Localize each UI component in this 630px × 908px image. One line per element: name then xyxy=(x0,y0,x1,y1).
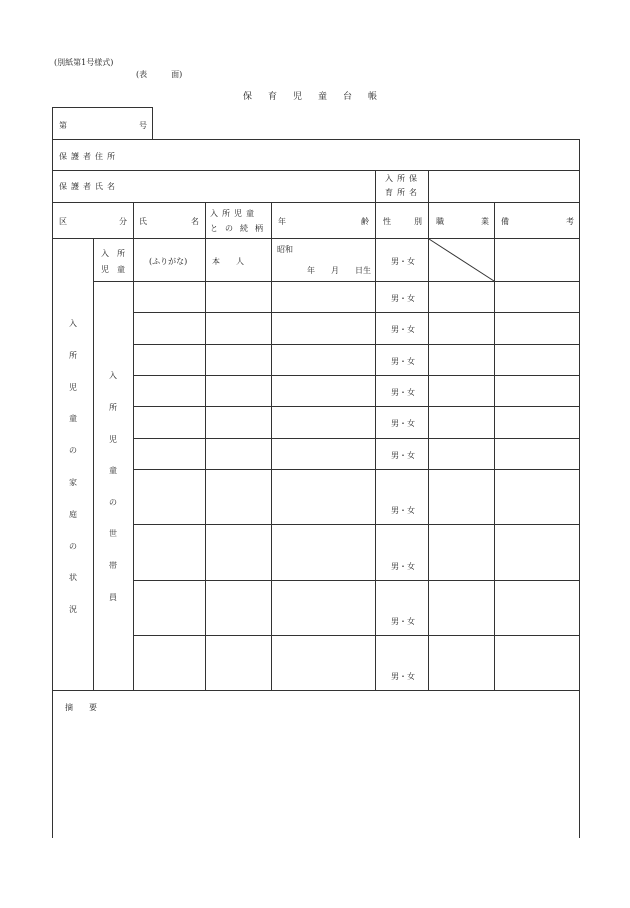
header-job-right: 業 xyxy=(481,217,489,226)
household-members-char: 入 xyxy=(109,371,117,380)
facility-label-line2: 育所名 xyxy=(385,188,421,197)
rule xyxy=(133,635,580,636)
member-sex-select[interactable]: 男・女 xyxy=(391,672,415,681)
rule xyxy=(133,406,580,407)
family-status-char: 家 xyxy=(69,478,77,487)
family-status-char: の xyxy=(69,542,77,551)
family-status-char: の xyxy=(69,446,77,455)
family-status-char: 児 xyxy=(69,383,77,392)
header-name-left: 氏 xyxy=(139,217,147,226)
facility-label-line1: 入所保 xyxy=(385,174,421,183)
rule xyxy=(52,139,580,140)
rule xyxy=(375,170,376,202)
child-sex-select[interactable]: 男・女 xyxy=(391,257,415,266)
rule xyxy=(375,202,376,690)
rule xyxy=(133,524,580,525)
rule xyxy=(52,202,580,203)
diagonal-slash xyxy=(428,238,495,282)
header-kubun-right: 分 xyxy=(119,217,127,226)
summary-field[interactable] xyxy=(58,718,574,834)
rule xyxy=(93,281,580,282)
rule xyxy=(133,580,580,581)
family-status-char: 童 xyxy=(69,414,77,423)
rule xyxy=(271,202,272,690)
header-relation-line1: 入所児童 xyxy=(210,209,258,218)
family-status-char: 状 xyxy=(69,573,77,582)
number-label-right: 号 xyxy=(139,121,147,130)
rule xyxy=(133,438,580,439)
header-note-right: 考 xyxy=(566,217,574,226)
member-sex-select[interactable]: 男・女 xyxy=(391,388,415,397)
guardian-address-field[interactable] xyxy=(140,142,570,168)
child-name-field[interactable]: (ふりがな) xyxy=(149,257,188,266)
guardian-name-label: 保護者氏名 xyxy=(59,182,119,191)
header-name-right: 名 xyxy=(191,217,199,226)
rule xyxy=(52,107,53,838)
header-job-left: 職 xyxy=(436,217,444,226)
rule xyxy=(579,139,580,838)
facility-name-field[interactable] xyxy=(431,173,576,199)
family-status-char: 庭 xyxy=(69,510,77,519)
household-members-char: 所 xyxy=(109,403,117,412)
child-label-line2: 児 童 xyxy=(101,265,125,274)
guardian-name-field[interactable] xyxy=(140,173,370,199)
member-sex-select[interactable]: 男・女 xyxy=(391,562,415,571)
number-field[interactable] xyxy=(70,110,132,136)
rule xyxy=(133,312,580,313)
form-number: (別紙第1号様式) xyxy=(54,58,114,67)
page-title: 保育児童台帳 xyxy=(243,92,394,102)
rule xyxy=(428,170,429,202)
rule xyxy=(152,107,153,139)
family-status-char: 入 xyxy=(69,319,77,328)
rule xyxy=(133,344,580,345)
number-label-left: 第 xyxy=(59,121,67,130)
family-status-char: 所 xyxy=(69,351,77,360)
rule xyxy=(133,202,134,690)
guardian-address-label: 保護者住所 xyxy=(59,152,119,161)
header-note-left: 備 xyxy=(501,217,509,226)
header-age-left: 年 xyxy=(278,217,286,226)
rule xyxy=(133,375,580,376)
child-label-line1: 入 所 xyxy=(101,249,125,258)
rule xyxy=(93,238,94,690)
header-sex-left: 性 xyxy=(383,217,391,226)
member-sex-select[interactable]: 男・女 xyxy=(391,451,415,460)
household-members-char: 帯 xyxy=(109,561,117,570)
summary-label: 摘 要 xyxy=(65,703,97,712)
rule xyxy=(133,469,580,470)
household-members-char: 世 xyxy=(109,529,117,538)
family-status-char: 況 xyxy=(69,605,77,614)
child-note-field[interactable] xyxy=(497,241,576,278)
household-members-char: 児 xyxy=(109,435,117,444)
member-sex-select[interactable]: 男・女 xyxy=(391,357,415,366)
form-side-label: (表 面) xyxy=(136,70,183,79)
member-sex-select[interactable]: 男・女 xyxy=(391,419,415,428)
child-birth-date-field[interactable]: 年 月 日生 xyxy=(307,266,371,275)
rule xyxy=(52,690,580,691)
header-age-right: 齢 xyxy=(361,217,369,226)
member-sex-select[interactable]: 男・女 xyxy=(391,325,415,334)
rule xyxy=(52,107,153,108)
rule xyxy=(52,238,580,239)
member-sex-select[interactable]: 男・女 xyxy=(391,617,415,626)
header-sex-right: 別 xyxy=(414,217,422,226)
household-members-char: 員 xyxy=(109,593,117,602)
member-sex-select[interactable]: 男・女 xyxy=(391,294,415,303)
household-members-char: の xyxy=(109,498,117,507)
household-members-char: 童 xyxy=(109,466,117,475)
header-relation-line2: との続柄 xyxy=(210,224,270,233)
member-sex-select[interactable]: 男・女 xyxy=(391,506,415,515)
child-birth-era: 昭和 xyxy=(277,245,293,254)
header-kubun-left: 区 xyxy=(59,217,67,226)
child-relation: 本 人 xyxy=(212,257,244,266)
rule xyxy=(52,170,580,171)
rule xyxy=(205,202,206,690)
